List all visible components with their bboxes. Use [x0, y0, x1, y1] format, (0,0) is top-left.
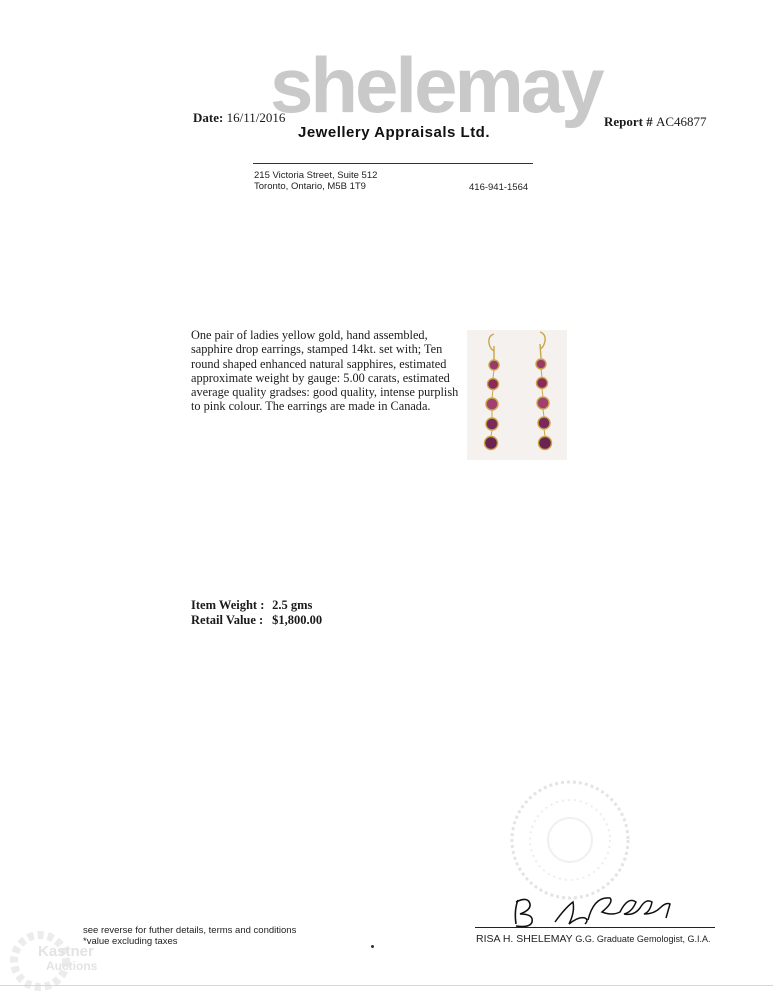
company-logo: shelemay: [270, 41, 602, 129]
signer: [476, 933, 710, 945]
signer-title: G.G. Graduate Gemologist, G.I.A.: [575, 934, 711, 944]
date-value: 16/11/2016: [226, 110, 286, 125]
embossed-seal: [505, 775, 635, 905]
item-description: One pair of ladies yellow gold, hand assembled, sapphire drop earrings, stamped 14kt. set with; Ten round shaped enhanced natural sapphires, estimated approximate weight by gauge: 5.00 carats, estimated average quality gradses: good quality, intense purplish to pink colour. The earrings are made in Canada.: [191, 328, 459, 414]
item-specs: [191, 598, 322, 628]
item-weight-label: Item Weight :: [191, 598, 265, 612]
tax-note: *value excluding taxes: [83, 936, 178, 947]
date-label: Date:: [193, 110, 224, 125]
address-line-1: 215 Victoria Street, Suite 512: [254, 170, 378, 181]
retail-value-amount: $1,800.00: [272, 613, 323, 627]
signer-name: RISA H. SHELEMAY: [476, 933, 573, 945]
earrings-image: [467, 330, 567, 460]
page-bottom-edge: [0, 985, 773, 986]
signature: [470, 890, 720, 930]
company-address: [254, 170, 377, 192]
earrings-photo: [467, 330, 567, 460]
item-weight: [191, 598, 322, 613]
report-number: [604, 114, 707, 130]
watermark-line-1: Kastner: [38, 943, 94, 960]
stray-mark: [371, 945, 374, 948]
retail-value: [191, 613, 322, 628]
address-line-2: Toronto, Ontario, M5B 1T9: [254, 181, 366, 192]
company-name: Jewellery Appraisals Ltd.: [298, 124, 491, 141]
company-phone: 416-941-1564: [469, 182, 529, 193]
report-date: [193, 110, 285, 126]
auction-watermark-text: [38, 945, 97, 973]
item-weight-value: 2.5 gms: [272, 598, 313, 612]
report-value: AC46877: [656, 114, 707, 129]
report-label: Report #: [604, 114, 653, 129]
signature-line: [475, 927, 715, 928]
retail-value-label: Retail Value :: [191, 613, 264, 627]
terms-note: see reverse for futher details, terms and conditions: [83, 925, 297, 936]
watermark-line-2: Auctions: [46, 959, 98, 973]
header-divider: [253, 163, 533, 164]
